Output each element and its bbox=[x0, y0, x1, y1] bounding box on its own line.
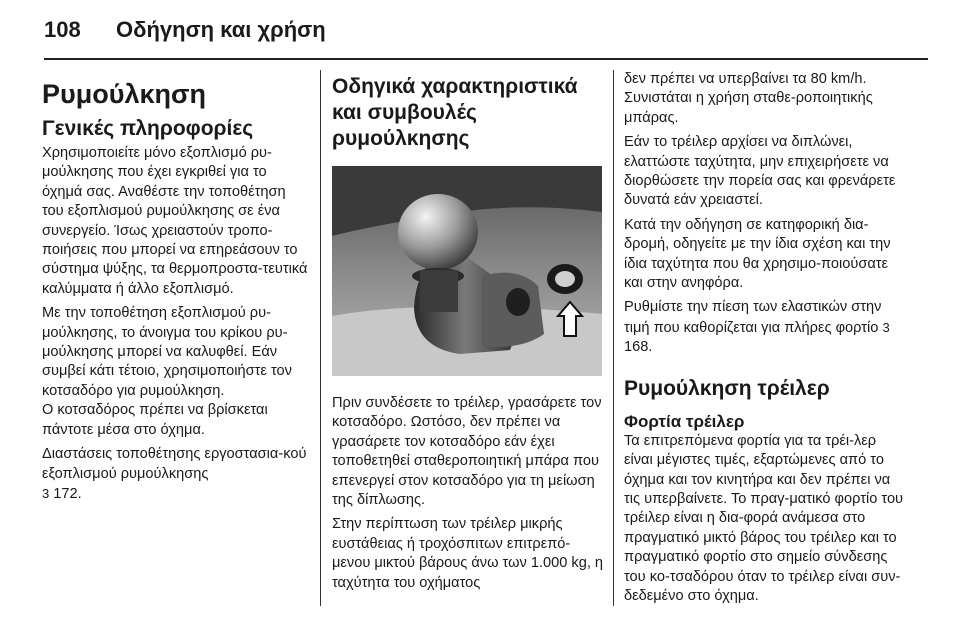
paragraph: Με την τοποθέτηση εξοπλισμού ρυ-μούλκησης, το άνοιγμα του κρίκου ρυ-μούλκησης μπορεί να καλυφθεί. Εάν συμβεί κάτι τέτοιο, χρησιμοποιήστε τον κοτσαδόρο για ρυμούλκηση. bbox=[42, 305, 292, 399]
subheading-driving-tips: Οδηγικά χαρακτηριστικά και συμβουλές ρυμούλκησης bbox=[332, 75, 578, 150]
paragraph: Κατά την οδήγηση σε κατηφορική δια-δρομή, οδηγείτε με την ίδια σχέση και την ίδια ταχύτητα που θα χρησιμο-ποιούσατε και στην ανηφόρα. bbox=[624, 216, 891, 292]
column-divider bbox=[320, 70, 321, 606]
column-divider bbox=[613, 70, 614, 606]
paragraph: Χρησιμοποιείτε μόνο εξοπλισμό ρυ-μούλκησης που έχει εγκριθεί για το όχημά σας. Αναθέστε την τοποθέτηση του εξοπλισμού ρυμούλκησης σε ένα συνεργείο. Ίσως χρειαστούν τροπο-ποιήσεις που μπορεί να επηρεάσουν το σύστημα ψύξης, τα θερμοπροστα-τευτικά καλύμματα ή άλλο εξοπλισμό. bbox=[42, 145, 308, 297]
paragraph bbox=[42, 445, 310, 504]
paragraph: Πριν συνδέσετε το τρέιλερ, γρασάρετε τον κοτσαδόρο. Ωστόσο, δεν πρέπει να γρασάρετε τον κοτσαδόρο εάν έχει τοποθετηθεί σταθεροποιητική μπάρα που επενεργεί στον κοτσαδόρο για τη μείωση της δίπλωσης. bbox=[332, 395, 602, 509]
column-1 bbox=[42, 70, 310, 509]
subheading-trailer-loads: Φορτία τρέιλερ bbox=[624, 411, 745, 431]
subheading-general-info: Γενικές πληροφορίες bbox=[42, 117, 254, 140]
page-ref-arrow-icon: 3 bbox=[42, 485, 50, 501]
column-2 bbox=[332, 70, 604, 598]
page-number: 108 bbox=[44, 17, 81, 42]
paragraph: Στην περίπτωση των τρέιλερ μικρής ευστάθειας ή τροχόσπιτων επιτρεπό-μενου μικτού βάρους άνω των 1.000 kg, η ταχύτητα του οχήματος bbox=[332, 516, 604, 591]
page-reference[interactable]: 168. bbox=[624, 339, 653, 356]
running-title: Οδήγηση και χρήση bbox=[116, 17, 326, 42]
column-3 bbox=[624, 70, 906, 611]
page-ref-arrow-icon: 3 bbox=[882, 319, 890, 335]
page-reference[interactable]: 172. bbox=[53, 485, 82, 502]
paragraph-text: Ρυθμίστε την πίεση των ελαστικών στην τιμή που καθορίζεται για πλήρες φορτίο bbox=[624, 299, 882, 336]
paragraph-text: Διαστάσεις τοποθέτησης εργοστασια-κού εξοπλισμού ρυμούλκησης bbox=[42, 446, 307, 482]
header-rule bbox=[44, 58, 928, 60]
paragraph: Εάν το τρέιλερ αρχίσει να διπλώνει, ελαττώστε ταχύτητα, μην επιχειρήσετε να διορθώσετε την πορεία σας και φρενάρετε δυνατά εάν χρειαστεί. bbox=[624, 134, 896, 209]
paragraph: Τα επιτρεπόμενα φορτία για τα τρέι-λερ είναι μέγιστες τιμές, εξαρτώμενες από το όχημα και τον κινητήρα και δεν πρέπει να τις υπερβαίνετε. Το πραγ-ματικό φορτίο του τρέιλερ είναι η δια-φορά ανάμεσα στο πραγματικό μικτό βάρος του τρέιλερ και το πραγματικό φορτίο στο σημείο σύνδεσης του κο-τσαδόρου όταν το τρέιλερ είναι συν-δεδεμένο στο όχημα. bbox=[624, 432, 904, 604]
paragraph: Ο κοτσαδόρος πρέπει να βρίσκεται πάντοτε μέσα στο όχημα. bbox=[42, 402, 268, 438]
paragraph bbox=[624, 298, 906, 357]
page-header bbox=[44, 10, 326, 50]
section-heading-trailer-towing: Ρυμούλκηση τρέιλερ bbox=[624, 376, 830, 400]
paragraph: δεν πρέπει να υπερβαίνει τα 80 km/h. Συνιστάται η χρήση σταθε-ροποιητικής μπάρας. bbox=[624, 71, 873, 126]
section-heading-towing: Ρυμούλκηση bbox=[42, 79, 206, 109]
towbar-photo bbox=[332, 166, 602, 376]
towbar-illustration bbox=[332, 166, 602, 376]
